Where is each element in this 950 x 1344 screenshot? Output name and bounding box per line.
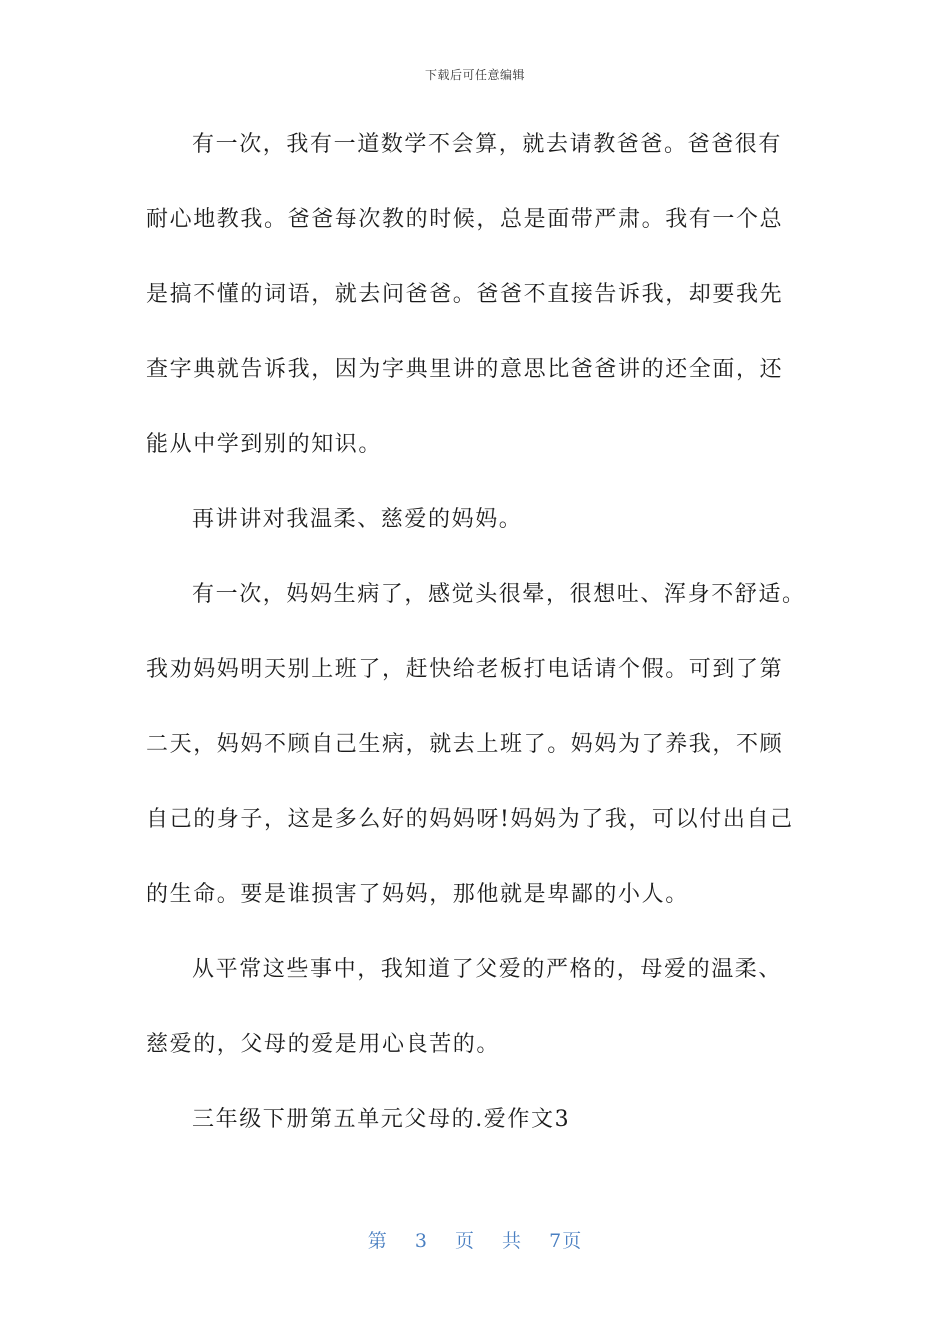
paragraph-line: 二天，妈妈不顾自己生病，就去上班了。妈妈为了养我，不顾 [146,732,784,757]
paragraph-line: 有一次，我有一道数学不会算，就去请教爸爸。爸爸很有 [192,132,783,157]
page-label-mid: 页 [454,1230,475,1252]
paragraph-line: 耐心地教我。爸爸每次教的时候，总是面带严肃。我有一个总 [146,207,784,232]
paragraph-line: 慈爱的，父母的爱是用心良苦的。 [146,1032,501,1057]
header-note: 下载后可任意编辑 [424,68,525,82]
paragraph-line: 查字典就告诉我，因为字典里讲的意思比爸爸讲的还全面，还 [146,357,784,382]
paragraph-line: 自己的身子，这是多么好的妈妈呀!妈妈为了我，可以付出自己 [146,807,794,832]
paragraph-line: 从平常这些事中，我知道了父爱的严格的，母爱的温柔、 [192,957,783,982]
paragraph-line: 是搞不懂的词语，就去问爸爸。爸爸不直接告诉我，却要我先 [146,282,784,307]
page-label-prefix: 第 [367,1230,388,1252]
page-footer [0,1226,950,1253]
section-heading: 三年级下册第五单元父母的.爱作文3 [192,1107,571,1132]
paragraph-line: 我劝妈妈明天别上班了，赶快给老板打电话请个假。可到了第 [146,657,784,682]
document-body [146,126,806,1176]
paragraph-line: 能从中学到别的知识。 [146,432,383,457]
current-page-number: 3 [414,1230,428,1252]
total-label: 共 [502,1230,523,1252]
paragraph-line: 的生命。要是谁损害了妈妈，那他就是卑鄙的小人。 [146,882,689,907]
total-pages: 7页 [549,1230,583,1252]
paragraph-line: 有一次，妈妈生病了，感觉头很晕，很想吐、浑身不舒适。 [192,582,806,607]
paragraph-line: 再讲讲对我温柔、慈爱的妈妈。 [192,507,523,532]
